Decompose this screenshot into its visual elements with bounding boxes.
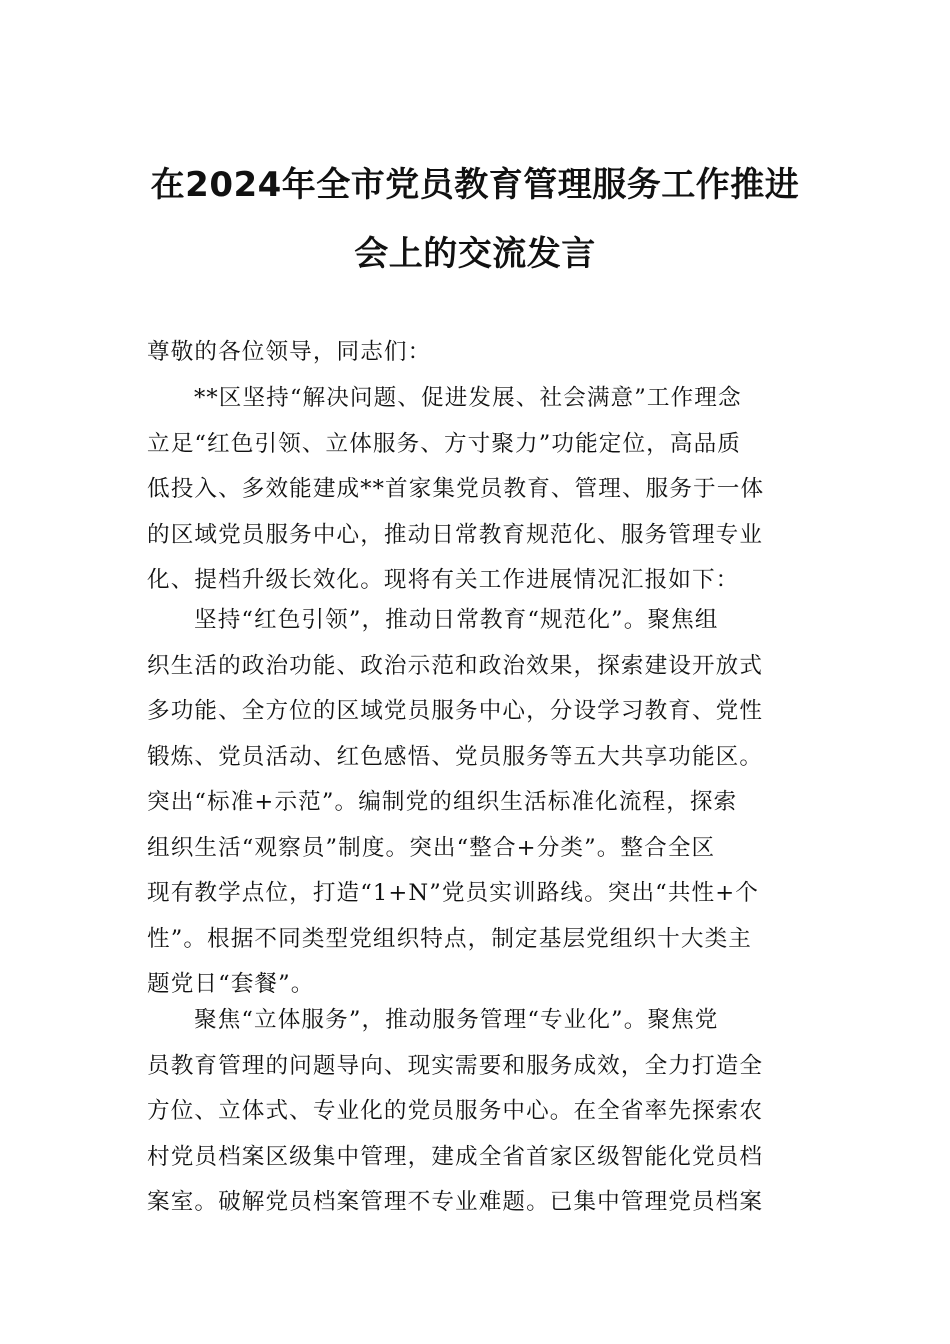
document-title-line-1: 在2024年全市党员教育管理服务工作推进 (150, 165, 800, 205)
paragraph-line: 方位、立体式、专业化的党员服务中心。在全省率先探索农 (147, 1098, 764, 1124)
document-title-line-2: 会上的交流发言 (354, 234, 596, 274)
paragraph-line: 立足“红色引领、立体服务、方寸聚力”功能定位，高品质 (147, 430, 741, 457)
paragraph-line: 坚持“红色引领”，推动日常教育“规范化”。聚焦组 (194, 607, 719, 633)
paragraph-2 (147, 598, 817, 1008)
paragraph-line: 多功能、全方位的区域党员服务中心，分设学习教育、党性 (147, 698, 764, 724)
salutation: 尊敬的各位领导，同志们： (147, 339, 432, 365)
paragraph-line: 现有教学点位，打造“1+N”党员实训路线。突出“共性+个 (147, 880, 759, 906)
paragraph-line: 锻炼、党员活动、红色感悟、党员服务等五大共享功能区。 (147, 743, 764, 770)
paragraph-line: 员教育管理的问题导向、现实需要和服务成效，全力打造全 (147, 1052, 764, 1079)
paragraph-line: 性”。根据不同类型党组织特点，制定基层党组织十大类主 (147, 925, 752, 952)
paragraph-line: 突出“标准+示范”。编制党的组织生活标准化流程，探索 (147, 789, 738, 815)
paragraph-3 (147, 998, 817, 1226)
paragraph-line: 组织生活“观察员”制度。突出“整合+分类”。整合全区 (147, 834, 716, 861)
paragraph-1 (147, 376, 817, 604)
paragraph-line: 化、提档升级长效化。现将有关工作进展情况汇报如下： (147, 567, 740, 593)
paragraph-line: 织生活的政治功能、政治示范和政治效果，探索建设开放式 (147, 652, 764, 679)
paragraph-line: 低投入、多效能建成**首家集党员教育、管理、服务于一体 (147, 476, 765, 502)
paragraph-line: 村党员档案区级集中管理，建成全省首家区级智能化党员档 (147, 1143, 764, 1170)
paragraph-line: 题党日“套餐”。 (147, 971, 315, 997)
paragraph-line: **区坚持“解决问题、促进发展、社会满意”工作理念 (194, 385, 742, 411)
paragraph-line: 的区域党员服务中心，推动日常教育规范化、服务管理专业 (147, 521, 764, 548)
paragraph-line: 案室。破解党员档案管理不专业难题。已集中管理党员档案 (147, 1189, 764, 1215)
paragraph-line: 聚焦“立体服务”，推动服务管理“专业化”。聚焦党 (194, 1007, 719, 1033)
